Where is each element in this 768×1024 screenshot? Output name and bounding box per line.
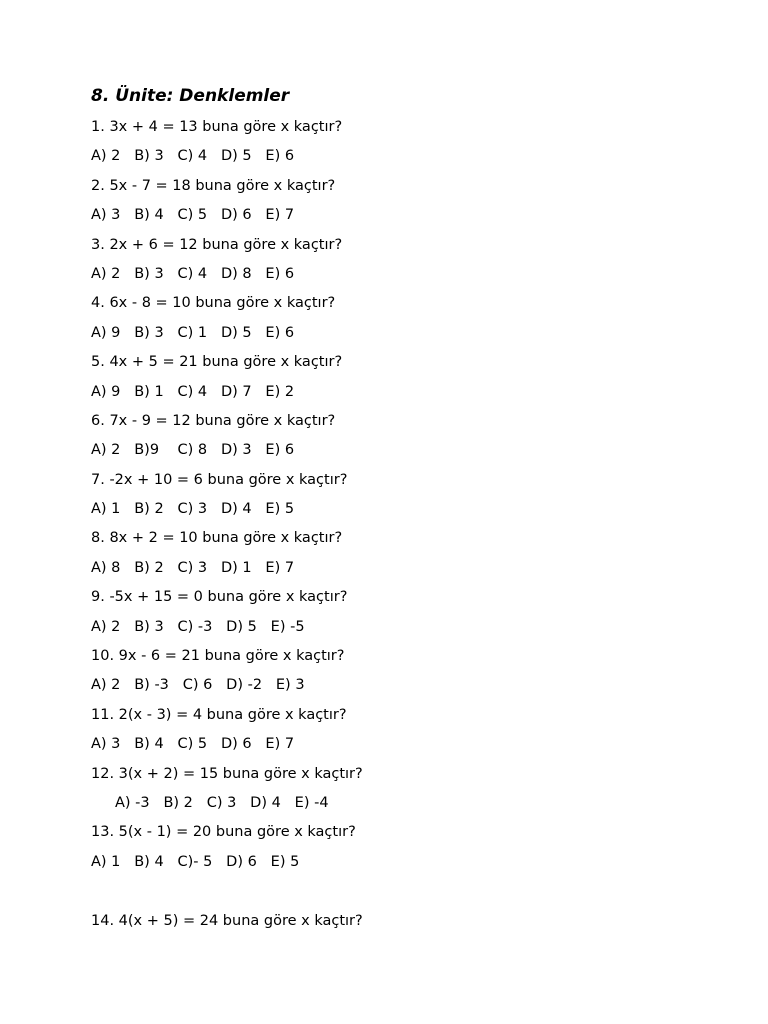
question-14: 14. 4(x + 5) = 24 buna göre x kaçtır? [91, 912, 363, 929]
question-13: 13. 5(x - 1) = 20 buna göre x kaçtır? [91, 824, 356, 841]
question-9: 9. -5x + 15 = 0 buna göre x kaçtır? [91, 589, 348, 606]
answer-options-8: A) 8 B) 2 C) 3 D) 1 E) 7 [91, 559, 295, 576]
question-11: 11. 2(x - 3) = 4 buna göre x kaçtır? [91, 706, 347, 723]
question-2: 2. 5x - 7 = 18 buna göre x kaçtır? [91, 177, 336, 194]
document-title: 8. Ünite: Denklemler [91, 86, 290, 106]
answer-options-4: A) 9 B) 3 C) 1 D) 5 E) 6 [91, 324, 295, 341]
answer-options-10: A) 2 B) -3 C) 6 D) -2 E) 3 [91, 677, 305, 694]
question-12: 12. 3(x + 2) = 15 buna göre x kaçtır? [91, 765, 363, 782]
blank-line [91, 877, 731, 906]
question-10: 10. 9x - 6 = 21 buna göre x kaçtır? [91, 648, 345, 665]
answer-options-11: A) 3 B) 4 C) 5 D) 6 E) 7 [91, 736, 295, 753]
answer-options-2: A) 3 B) 4 C) 5 D) 6 E) 7 [91, 207, 295, 224]
question-5: 5. 4x + 5 = 21 buna göre x kaçtır? [91, 354, 343, 371]
document-page [91, 84, 731, 936]
answer-options-7: A) 1 B) 2 C) 3 D) 4 E) 5 [91, 501, 295, 518]
question-8: 8. 8x + 2 = 10 buna göre x kaçtır? [91, 530, 343, 547]
answer-options-3: A) 2 B) 3 C) 4 D) 8 E) 6 [91, 265, 295, 282]
answer-options-12: A) -3 B) 2 C) 3 D) 4 E) -4 [115, 794, 329, 811]
question-3: 3. 2x + 6 = 12 buna göre x kaçtır? [91, 236, 343, 253]
answer-options-6: A) 2 B)9 C) 8 D) 3 E) 6 [91, 442, 295, 459]
question-6: 6. 7x - 9 = 12 buna göre x kaçtır? [91, 412, 336, 429]
answer-options-1: A) 2 B) 3 C) 4 D) 5 E) 6 [91, 148, 295, 165]
answer-options-9: A) 2 B) 3 C) -3 D) 5 E) -5 [91, 618, 305, 635]
question-7: 7. -2x + 10 = 6 buna göre x kaçtır? [91, 471, 348, 488]
question-4: 4. 6x - 8 = 10 buna göre x kaçtır? [91, 295, 336, 312]
question-1: 1. 3x + 4 = 13 buna göre x kaçtır? [91, 119, 343, 135]
answer-options-13: A) 1 B) 4 C)- 5 D) 6 E) 5 [91, 853, 300, 870]
answer-options-5: A) 9 B) 1 C) 4 D) 7 E) 2 [91, 383, 295, 400]
